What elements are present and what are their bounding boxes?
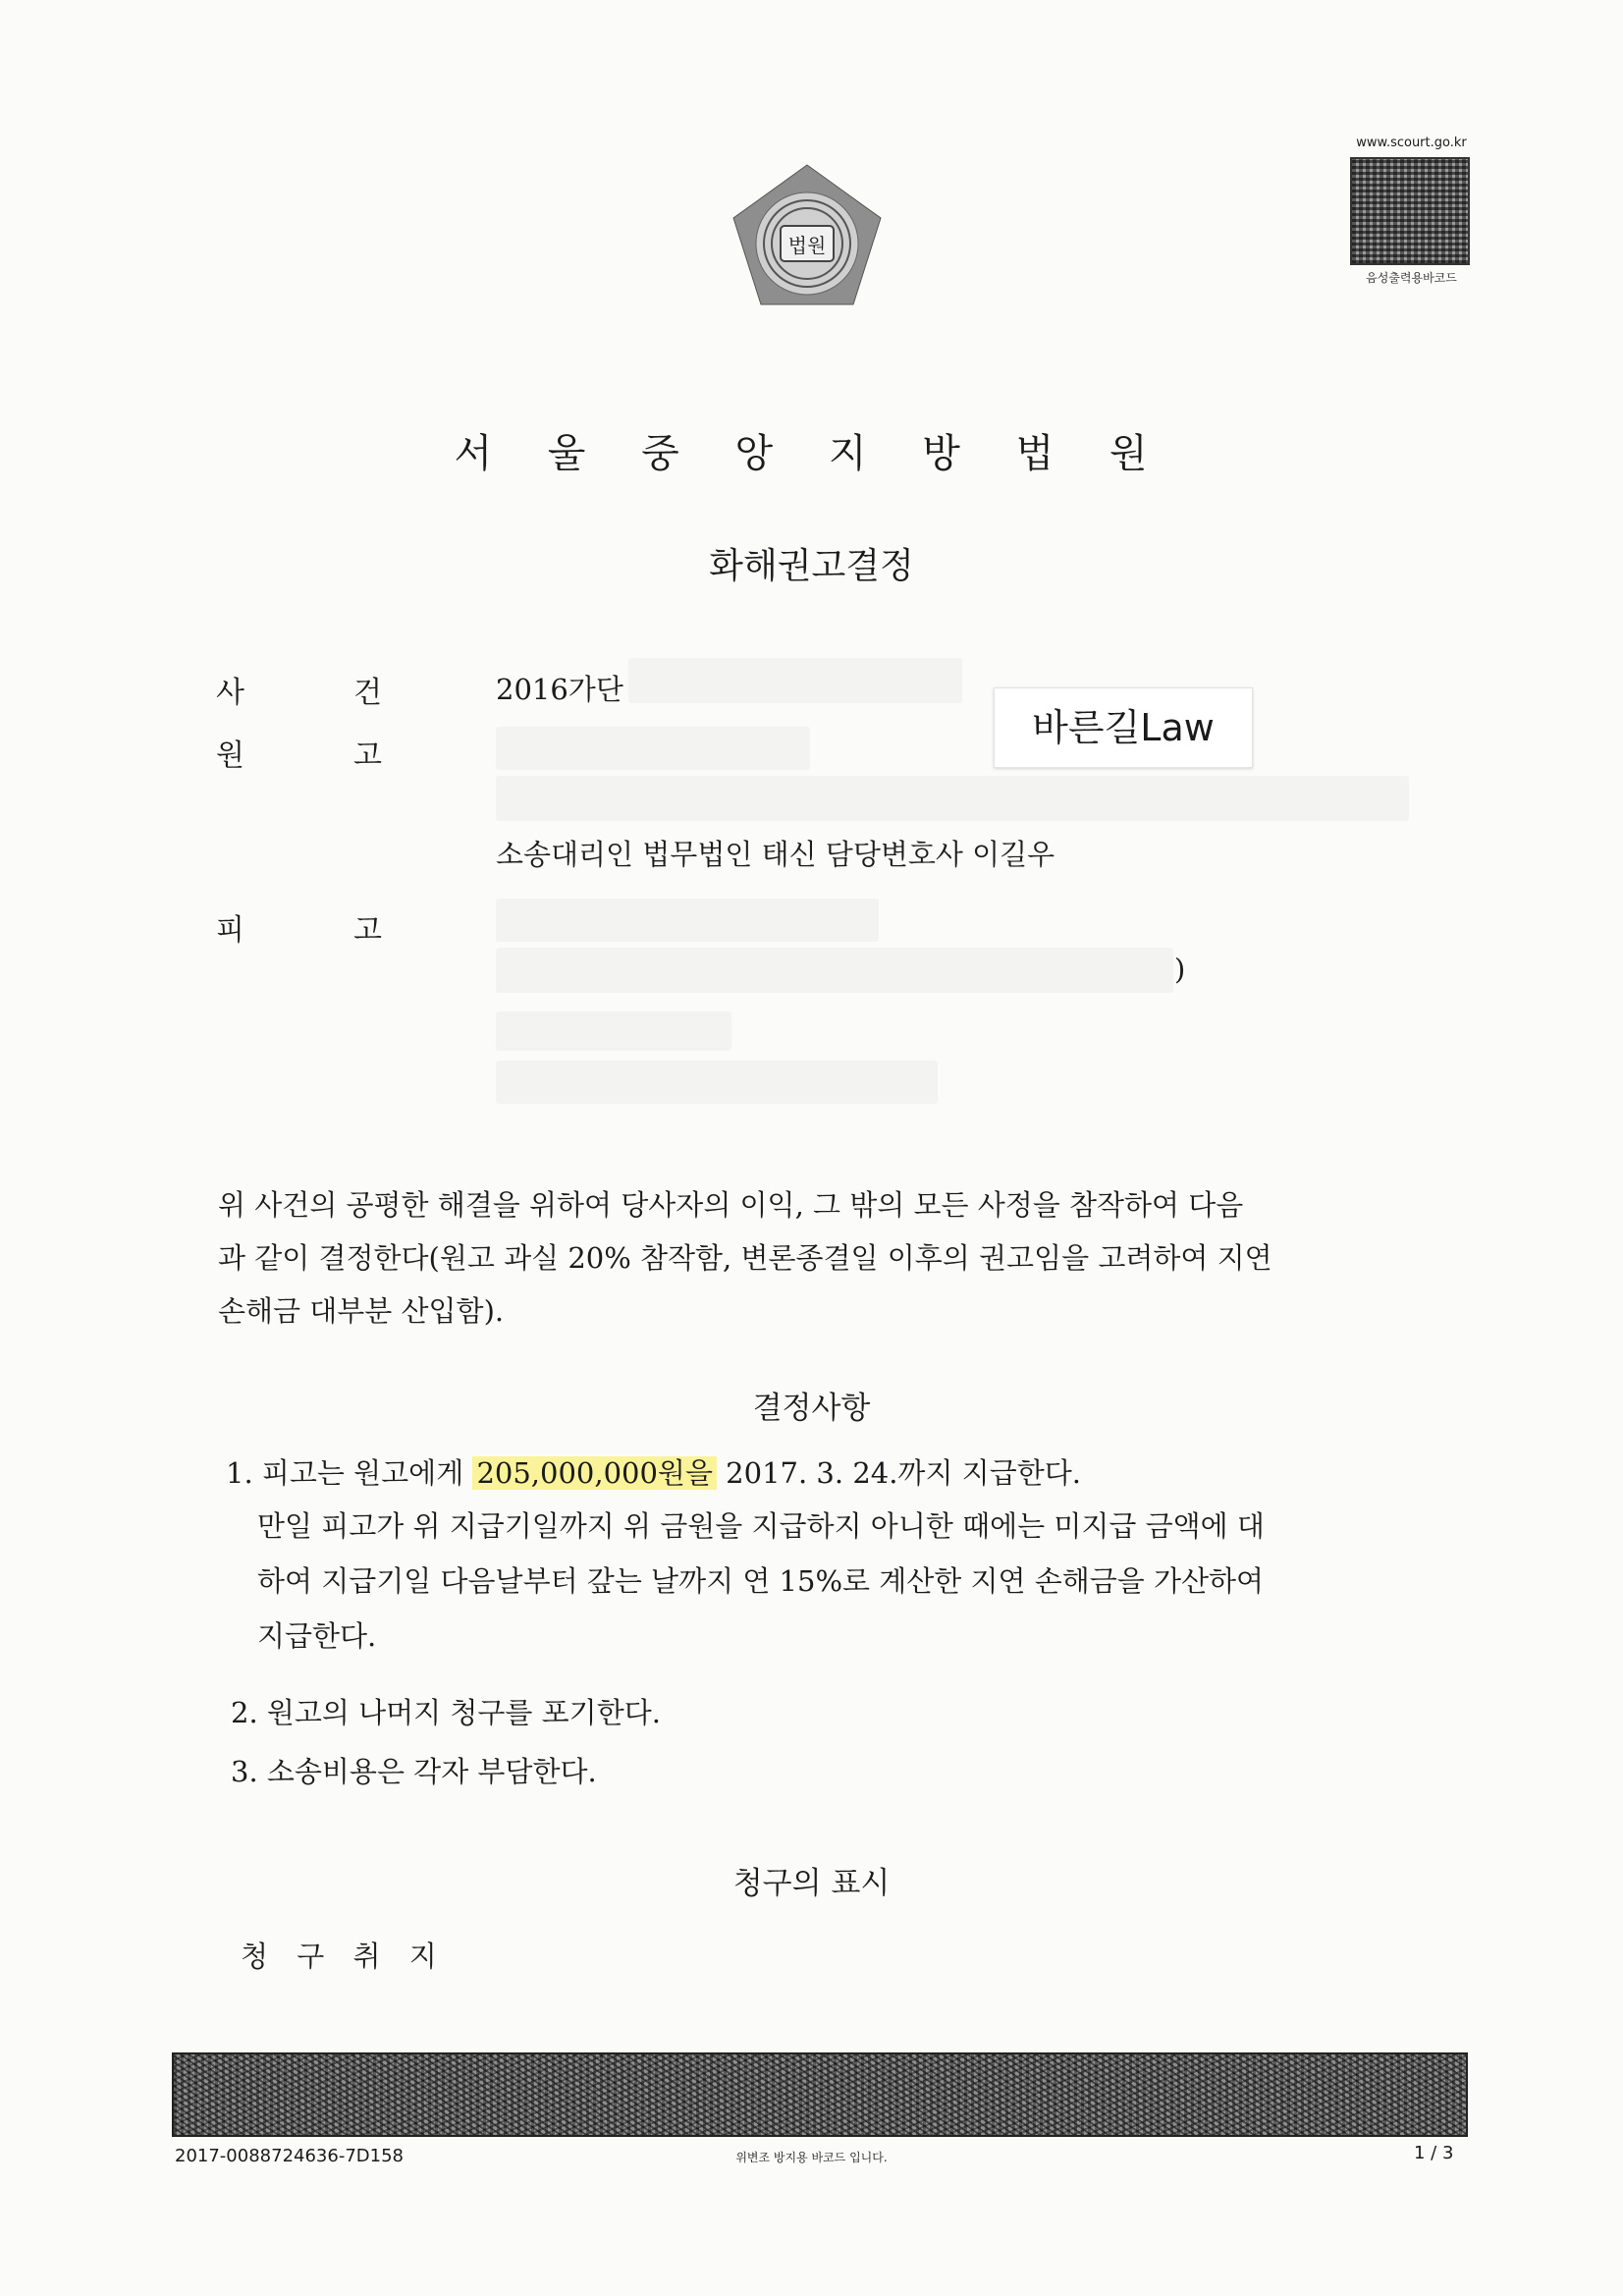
decision-item-1-detail: 만일 피고가 위 지급기일까지 위 금원을 지급하지 아니한 때에는 미지급 금액에 대 하여 지급기일 다음날부터 갚는 날까지 연 15%로 계산한 지연 손해금을 가산하여 지급한다. [257,1509,1265,1653]
plaintiff-agent: 소송대리인 법무법인 태신 담당변호사 이길우 [496,838,1055,871]
case-number: 2016가단 [496,673,623,706]
redacted-plaintiff-name [496,727,810,770]
decision-item-1: 1. 피고는 원고에게 205,000,000원을 2017. 3. 24.까지 지급한다. [226,1456,1081,1490]
intro-line: 과 같이 결정한다(원고 과실 20% 참작함, 변론종결일 이후의 권고임을 고려하여 지연 [218,1241,1272,1275]
intro-line: 손해금 대부분 산입함). [218,1294,505,1328]
barcode-caption: 위변조 방지용 바코드 입니다. [735,2151,888,2164]
page-number: 1 / 3 [1414,2143,1454,2163]
defendant-address-tail: ) [1174,953,1186,986]
document-title: 화해권고결정 [709,546,914,586]
intro-paragraph [218,1178,1426,1338]
decision-heading: 결정사항 [752,1391,871,1426]
claim-subheading: 청 구 취 지 [241,1940,447,1973]
firm-stamp: 바른길Law [994,687,1253,768]
redacted-defendant-address [496,948,1173,993]
court-seal-logo [724,157,891,324]
intro-line: 위 사건의 공평한 해결을 위하여 당사자의 이익, 그 밖의 모든 사정을 참작하여 다음 [218,1188,1244,1222]
qr-caption: 음성출력용바코드 [1366,271,1457,285]
redacted-defendant-agent [496,1061,938,1104]
anti-forgery-barcode-icon [172,2052,1468,2137]
decision-item-2: 2. 원고의 나머지 청구를 포기한다. [231,1696,661,1729]
redacted-case-number [628,658,962,703]
redacted-defendant-rep [496,1011,731,1051]
redacted-defendant-name [496,899,879,942]
redacted-plaintiff-address [496,776,1409,821]
seal-text: 법원 [787,234,827,257]
amount-highlight: 205,000,000원을 [472,1456,717,1490]
qr-code-icon [1350,157,1470,265]
document-number: 2017-0088724636-7D158 [175,2146,404,2166]
decision-item-3: 3. 소송비용은 각자 부담한다. [231,1755,597,1788]
qr-url: www.scourt.go.kr [1356,136,1467,150]
claim-heading: 청구의 표시 [732,1866,891,1901]
court-name: 서 울 중 앙 지 방 법 원 [454,431,1169,476]
